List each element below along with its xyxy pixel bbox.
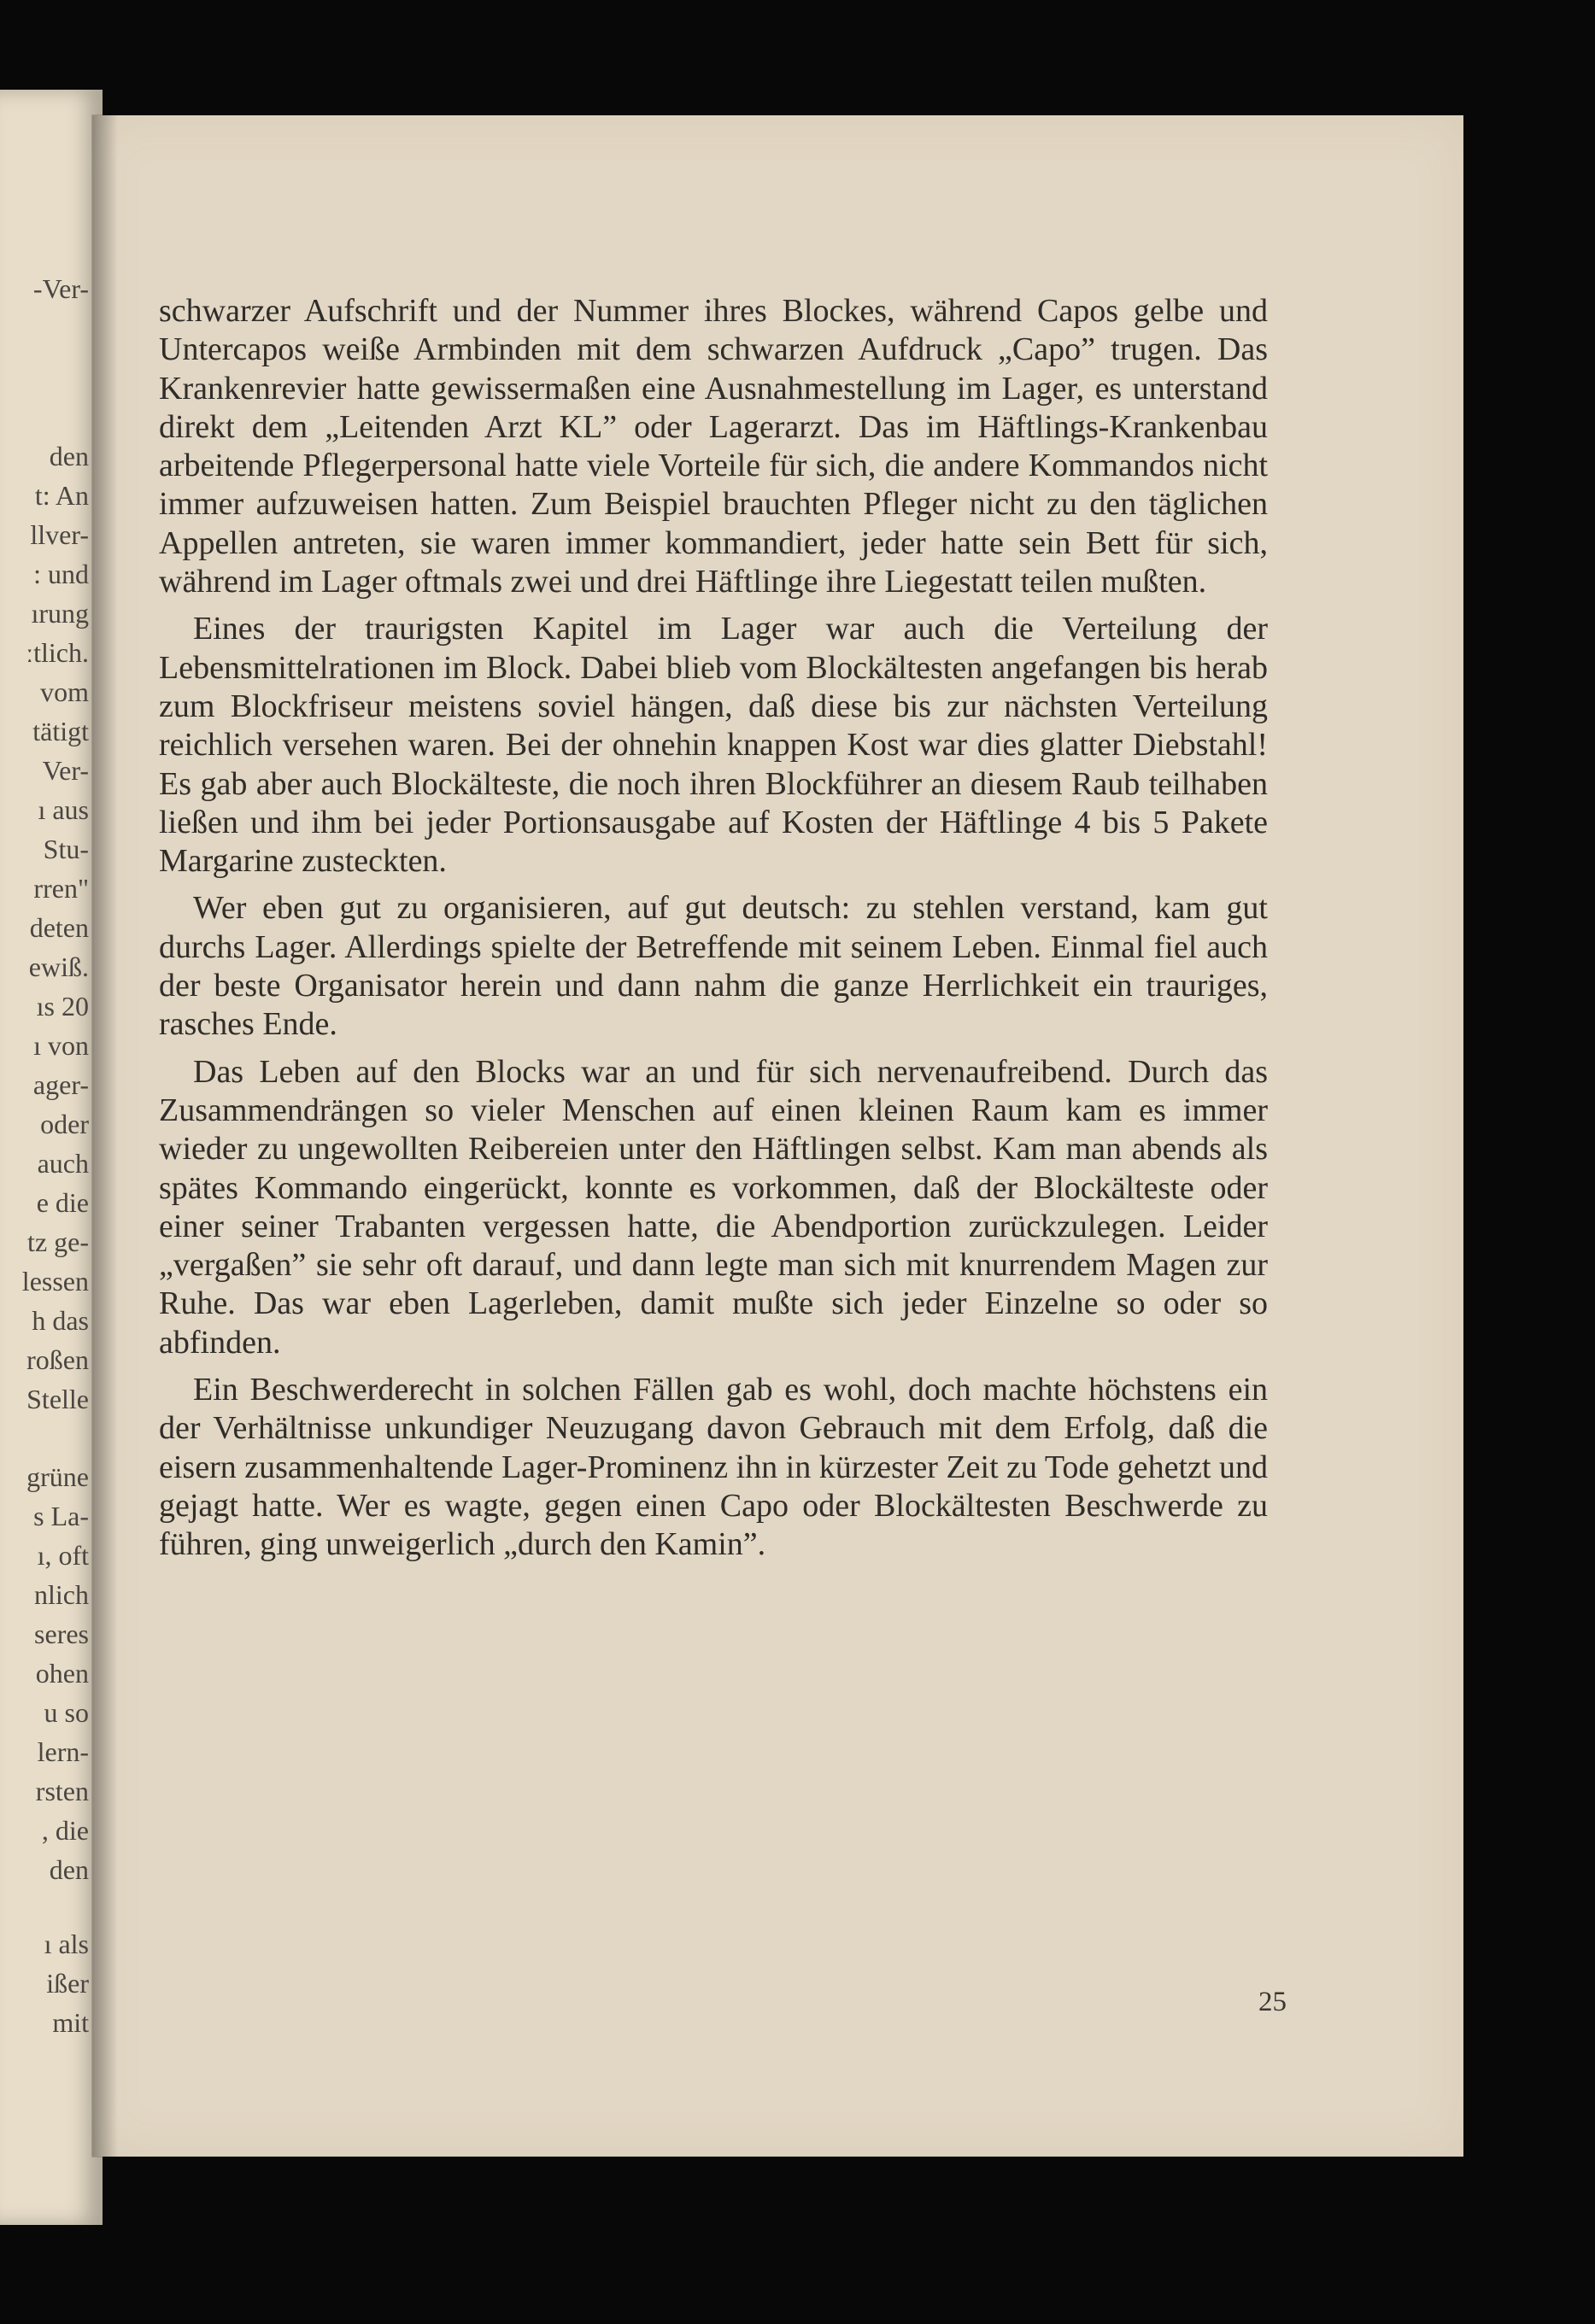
facing-page-fragment: oder [40, 1109, 89, 1139]
facing-page-fragment: ißer [46, 1968, 89, 1999]
facing-page-fragment: , die [41, 1815, 89, 1846]
facing-page-fragment: auch [37, 1148, 89, 1179]
facing-page-fragment: ager- [32, 1069, 89, 1100]
facing-page-fragment: lessen [21, 1266, 89, 1297]
paragraph: Das Leben auf den Blocks war an und für sich nervenaufreibend. Durch das Zusammendrängen so vieler Menschen auf einen kleinen Raum kam es immer wieder zu ungewollten Reibereien unter den Häftlingen selbst. Kam man abends als spätes Kommando eingerückt, konnte es vorkommen, daß der Blockälteste oder einer seiner Trabanten vergessen hatte, die Abendportion zurückzulegen. Leider „vergaßen” sie sehr oft darauf, und dann legte man sich mit knurrendem Magen zur Ruhe. Das war eben Lagerleben, damit mußte sich jeder Einzelne so oder so abfinden. [159, 1053, 1268, 1361]
facing-page-fragment: roßen [26, 1344, 89, 1375]
facing-page-fragment: ı als [44, 1929, 89, 1959]
facing-page-fragment: grüne [26, 1461, 89, 1492]
facing-page-fragment: tz ge- [27, 1226, 89, 1257]
facing-page-fragment: : und [33, 559, 89, 589]
facing-page-fragment: ı von [33, 1030, 89, 1061]
facing-page-fragment: llver- [30, 519, 89, 550]
facing-page-fragment: ewiß. [28, 951, 89, 982]
paragraph: Wer eben gut zu organisieren, auf gut deutsch: zu stehlen verstand, kam gut durchs Lager. Allerdings spielte der Betreffende mit seinem Leben. Einmal fiel auch der beste Organisator herein und dann nahm die ganze Herrlichkeit ein trauriges, rasches Ende. [159, 890, 1268, 1043]
book-page [92, 115, 1463, 2157]
facing-page-fragment: mit [52, 2007, 89, 2038]
facing-page-fragment: rren" [33, 873, 89, 904]
facing-page-fragment: e die [36, 1187, 89, 1218]
paragraph: Eines der traurigsten Kapitel im Lager war auch die Verteilung der Lebensmittelrationen im Block. Dabei blieb vom Blockältesten angefangen bis herab zum Blockfriseur meistens soviel hängen, daß diese bis zur nächsten Verteilung reichlich versehen waren. Bei der ohnehin knappen Kost war dies glatter Diebstahl! Es gab aber auch Blockälteste, die noch ihren Blockführer an diesem Raub teilhaben ließen und ihm bei jeder Portionsausgabe auf Kosten der Häftlinge 4 bis 5 Pakete Margarine zusteckten. [159, 611, 1268, 880]
body-text [159, 292, 1268, 1573]
facing-page-fragment: rsten [35, 1776, 89, 1806]
paragraph: Ein Beschwerderecht in solchen Fällen gab es wohl, doch machte höchstens ein der Verhältnisse unkundiger Neuzugang davon Gebrauch mit dem Erfolg, daß die eisern zusammenhaltende Lager-Prominenz ihn in kürzester Zeit zu Tode gehetzt und gejagt hatte. Wer es wagte, gegen einen Capo oder Blockältesten Beschwerde zu führen, ging unweigerlich „durch den Kamin”. [159, 1372, 1268, 1563]
facing-page-fragment: ohen [35, 1658, 89, 1689]
facing-page-fragment: tätigt [32, 716, 89, 746]
facing-page-edge [0, 90, 103, 2225]
facing-page-fragment: seres [34, 1619, 89, 1649]
facing-page-fragment: ːtlich. [26, 637, 89, 668]
facing-page-fragment: vom [40, 676, 89, 707]
paragraph: schwarzer Aufschrift und der Nummer ihres Blockes, während Capos gelbe und Untercapos weiße Armbinden mit dem schwarzen Aufdruck „Capo” trugen. Das Krankenrevier hatte gewissermaßen eine Ausnahmestellung im Lager, es unterstand direkt dem „Leitenden Arzt KL” oder Lagerarzt. Das im Häftlings-Krankenbau arbeitende Pflegerpersonal hatte viele Vorteile für sich, die andere Kommandos nicht immer aufzuweisen hatten. Zum Beispiel brauchten Pfleger nicht zu den täglichen Appellen antreten, sie waren immer kommandiert, jeder hatte sein Bett für sich, während im Lager oftmals zwei und drei Häftlinge ihre Liegestatt teilen mußten. [159, 293, 1268, 600]
facing-page-fragment: lern- [37, 1736, 89, 1767]
page-number: 25 [1258, 1987, 1287, 2017]
facing-page-fragment: ı aus [38, 794, 89, 825]
facing-page-fragment: den [49, 1854, 89, 1885]
facing-page-fragment: deten [29, 912, 89, 943]
facing-page-fragment: s La- [33, 1501, 89, 1531]
page-gutter-shadow [92, 115, 118, 2157]
facing-page-fragment: -Ver- [32, 273, 89, 304]
facing-page-fragment: Ver- [42, 755, 89, 786]
facing-page-fragment: den [49, 441, 89, 471]
facing-page-fragment: ı, oft [37, 1540, 89, 1571]
facing-page-fragment: ıs 20 [36, 991, 89, 1022]
facing-page-fragment: Stelle [26, 1384, 89, 1414]
facing-page-fragment: nlich [34, 1579, 89, 1610]
facing-page-fragment: t: An [34, 480, 89, 511]
facing-page-fragment: Stu- [43, 834, 89, 864]
facing-page-fragment: u so [44, 1697, 89, 1728]
facing-page-fragment: ırung [31, 598, 89, 629]
facing-page-fragment: h das [32, 1305, 89, 1336]
